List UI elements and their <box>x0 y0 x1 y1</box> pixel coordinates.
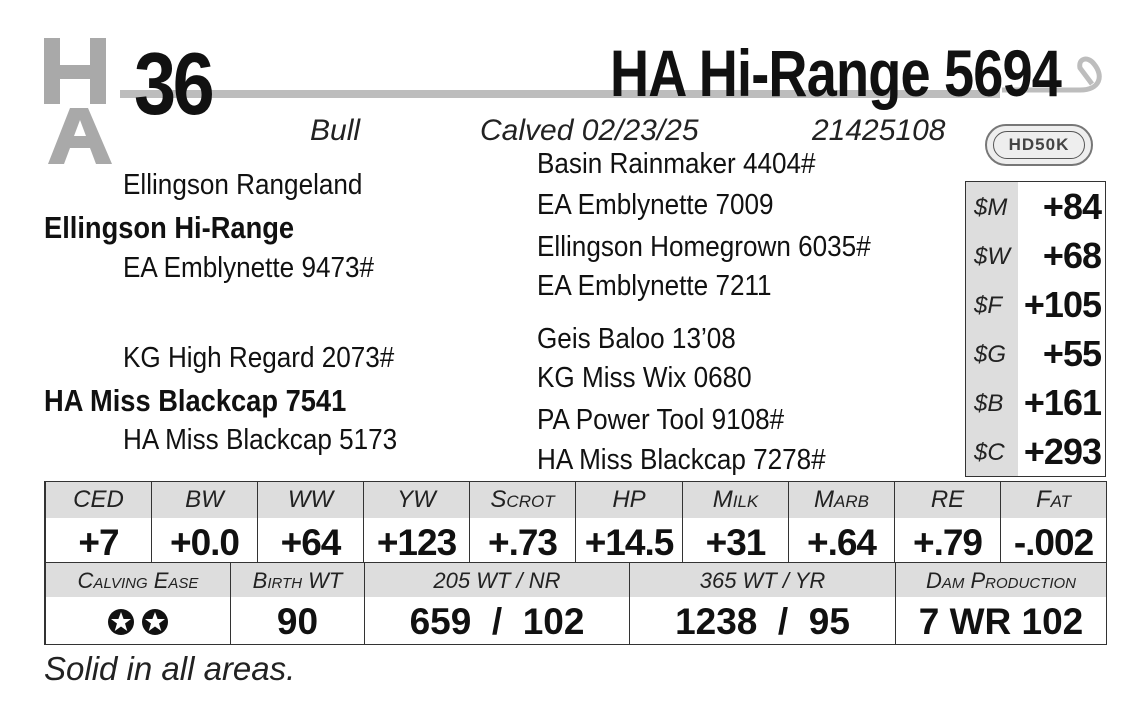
circled-star-icon <box>106 607 136 637</box>
dam-sire-dam: KG Miss Wix 0680 <box>537 362 752 394</box>
dam-sire: KG High Regard 2073# <box>123 342 395 374</box>
dam-dam-dam: HA Miss Blackcap 7278# <box>537 444 826 476</box>
sire-dam: EA Emblynette 9473# <box>123 252 375 284</box>
epd-value: +.79 <box>912 522 983 563</box>
epd-label: RE <box>930 486 965 513</box>
epd-value: +.64 <box>806 522 877 563</box>
index-label: $M <box>974 194 1008 221</box>
epd-value: -.002 <box>1013 522 1094 563</box>
sire-dam-sire: Ellingson Homegrown 6035# <box>537 231 871 263</box>
dam-sire-sire: Geis Baloo 13’08 <box>537 323 736 355</box>
epd-bw <box>151 482 257 562</box>
sire-sire: Ellingson Rangeland <box>123 169 363 201</box>
dam-dam-sire: PA Power Tool 9108# <box>537 404 785 436</box>
dam-production-label: Dam Production <box>925 568 1076 593</box>
epd-table <box>44 481 1107 563</box>
index-value: +84 <box>1042 186 1101 227</box>
index-row-c <box>966 427 1107 476</box>
index-row-m <box>966 182 1107 231</box>
index-row-f <box>966 280 1107 329</box>
epd-scrot <box>469 482 575 562</box>
epd-label: Marb <box>814 486 869 513</box>
dam-production-cell <box>895 563 1106 644</box>
weight-205-label: 205 WT / NR <box>433 568 561 593</box>
epd-value: +0.0 <box>169 522 240 563</box>
ha-brand-logo-icon <box>40 32 120 172</box>
index-value: +293 <box>1023 431 1101 472</box>
performance-table <box>44 563 1107 645</box>
index-value: +161 <box>1023 382 1101 423</box>
index-label: $C <box>974 439 1005 466</box>
epd-ced <box>45 482 151 562</box>
comment-text: Solid in all areas. <box>44 650 296 687</box>
epd-label: HP <box>612 486 646 513</box>
index-value: +105 <box>1023 284 1101 325</box>
epd-milk <box>682 482 788 562</box>
hd50k-badge <box>985 124 1093 166</box>
calved-date <box>480 116 699 146</box>
sire-dam-dam: EA Emblynette 7211 <box>537 270 772 302</box>
sire-sire-dam: EA Emblynette 7009 <box>537 189 774 221</box>
index-value: +55 <box>1042 333 1101 374</box>
calved-label: Calved <box>480 114 574 147</box>
animal-sex: Bull <box>310 114 361 147</box>
epd-yw <box>363 482 469 562</box>
weight-365-label: 365 WT / YR <box>699 568 826 593</box>
epd-fat <box>1000 482 1106 562</box>
birth-weight-value: 90 <box>276 601 319 642</box>
index-row-g <box>966 329 1107 378</box>
epd-value: +.73 <box>487 522 558 563</box>
index-row-w <box>966 231 1107 280</box>
index-value: +68 <box>1042 235 1101 276</box>
epd-label: YW <box>397 486 436 513</box>
epd-value: +64 <box>280 522 341 563</box>
index-label: $G <box>974 341 1007 368</box>
epd-hp <box>575 482 682 562</box>
weight-365-cell <box>629 563 895 644</box>
epd-label: BW <box>185 486 224 513</box>
hd50k-badge-label: HD50K <box>993 131 1085 159</box>
index-label: $F <box>974 292 1003 319</box>
dam-dam: HA Miss Blackcap 5173 <box>123 424 398 456</box>
epd-value: +7 <box>78 522 119 563</box>
epd-label: CED <box>73 486 124 513</box>
index-label: $W <box>974 243 1010 270</box>
dam-production-value: 7 WR 102 <box>918 601 1084 642</box>
epd-label: Milk <box>712 486 759 513</box>
epd-marb <box>788 482 894 562</box>
epd-ww <box>257 482 363 562</box>
animal-name: HA Hi-Range 5694 <box>609 36 1061 110</box>
calving-ease-label: Calving Ease <box>77 568 199 593</box>
sire: Ellingson Hi-Range <box>44 210 295 245</box>
calving-ease-cell <box>45 563 230 644</box>
epd-re <box>894 482 1000 562</box>
epd-label: Scrot <box>490 486 555 513</box>
epd-label: WW <box>287 486 334 513</box>
registration-number: 21425108 <box>812 114 946 147</box>
epd-value: +14.5 <box>584 522 674 563</box>
weight-205-value: 659 / 102 <box>409 601 585 642</box>
index-label: $B <box>974 390 1004 417</box>
birth-weight-label: Birth WT <box>252 568 343 593</box>
dam: HA Miss Blackcap 7541 <box>44 383 347 418</box>
epd-value: +31 <box>705 522 766 563</box>
circled-star-icon <box>140 607 170 637</box>
dollar-index-panel <box>965 181 1106 477</box>
birth-weight-cell <box>230 563 364 644</box>
epd-value: +123 <box>376 522 457 563</box>
weight-205-cell <box>364 563 629 644</box>
lot-number: 36 <box>134 34 212 133</box>
index-row-b <box>966 378 1107 427</box>
calving-ease-stars <box>46 607 230 637</box>
epd-label: Fat <box>1035 486 1072 513</box>
sire-sire-sire: Basin Rainmaker 4404# <box>537 148 816 180</box>
weight-365-value: 1238 / 95 <box>675 601 850 642</box>
calved-value: 02/23/25 <box>581 114 699 147</box>
